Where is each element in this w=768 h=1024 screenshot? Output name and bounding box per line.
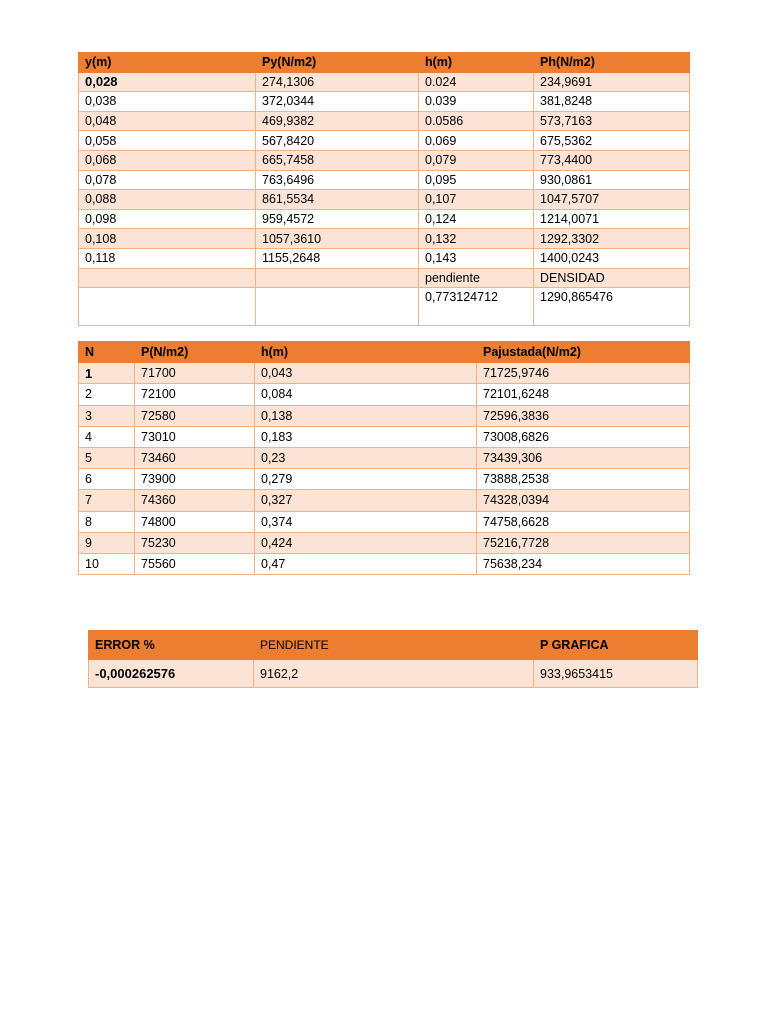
header-pendiente: PENDIENTE (254, 631, 534, 660)
cell-n: 10 (79, 553, 135, 574)
cell-n: 8 (79, 511, 135, 532)
cell-n: 7 (79, 490, 135, 511)
cell-p-adjusted: 73439,306 (477, 447, 690, 468)
cell-h: 0,095 (419, 170, 534, 190)
cell-h: 0,374 (255, 511, 477, 532)
cell-h: 0,107 (419, 190, 534, 210)
cell-h: 0,327 (255, 490, 477, 511)
table-header-row (79, 342, 690, 363)
cell-p: 74800 (135, 511, 255, 532)
header-ph: Ph(N/m2) (534, 53, 690, 73)
cell-p-adjusted: 74328,0394 (477, 490, 690, 511)
error-summary-table (88, 630, 698, 688)
cell-h: 0,183 (255, 426, 477, 447)
cell-y: 0,108 (79, 229, 256, 249)
cell-ph: 930,0861 (534, 170, 690, 190)
cell-py: 469,9382 (256, 111, 419, 131)
cell-h: 0,138 (255, 405, 477, 426)
table-header-row (79, 53, 690, 73)
cell-py: 1155,2648 (256, 248, 419, 268)
cell-ph: 234,9691 (534, 72, 690, 92)
cell-py: 763,6496 (256, 170, 419, 190)
cell-py: 1057,3610 (256, 229, 419, 249)
cell-y: 0,088 (79, 190, 256, 210)
table-row (79, 170, 690, 190)
pressure-height-table (78, 52, 690, 326)
cell-h: 0,143 (419, 248, 534, 268)
table-row (79, 469, 690, 490)
cell-p-adjusted: 73888,2538 (477, 469, 690, 490)
table-row (79, 209, 690, 229)
cell-p: 74360 (135, 490, 255, 511)
cell-h: 0,424 (255, 532, 477, 553)
cell-ph: 381,8248 (534, 92, 690, 112)
cell-y: 0,098 (79, 209, 256, 229)
cell-py: 567,8420 (256, 131, 419, 151)
table-row (79, 426, 690, 447)
cell-p-adjusted: 75638,234 (477, 553, 690, 574)
header-p-adjusted: Pajustada(N/m2) (477, 342, 690, 363)
cell-p: 72100 (135, 384, 255, 405)
header-py: Py(N/m2) (256, 53, 419, 73)
cell-y: 0,028 (79, 72, 256, 92)
densidad-label: DENSIDAD (534, 268, 690, 288)
cell-h: 0,279 (255, 469, 477, 490)
p-grafica-value: 933,9653415 (534, 660, 698, 688)
table-row (79, 532, 690, 553)
cell-h: 0,043 (255, 363, 477, 384)
table-row (79, 150, 690, 170)
cell-py: 959,4572 (256, 209, 419, 229)
empty-cell (256, 268, 419, 288)
cell-y: 0,038 (79, 92, 256, 112)
cell-y: 0,058 (79, 131, 256, 151)
table-row (79, 229, 690, 249)
densidad-value: 1290,865476 (534, 288, 690, 326)
cell-y: 0,118 (79, 248, 256, 268)
cell-ph: 675,5362 (534, 131, 690, 151)
error-value: -0,000262576 (89, 660, 254, 688)
cell-p: 73460 (135, 447, 255, 468)
table-row (79, 190, 690, 210)
table-row (79, 405, 690, 426)
cell-p-adjusted: 72596,3836 (477, 405, 690, 426)
table-row (79, 384, 690, 405)
adjusted-pressure-table (78, 341, 690, 575)
cell-h: 0,47 (255, 553, 477, 574)
table-header-row (89, 631, 698, 660)
table-row (79, 248, 690, 268)
cell-p: 75230 (135, 532, 255, 553)
header-n: N (79, 342, 135, 363)
cell-p: 71700 (135, 363, 255, 384)
cell-ph: 1214,0071 (534, 209, 690, 229)
cell-p: 75560 (135, 553, 255, 574)
header-y: y(m) (79, 53, 256, 73)
table-row (79, 447, 690, 468)
table-row (79, 92, 690, 112)
cell-p-adjusted: 73008,6826 (477, 426, 690, 447)
cell-y: 0,068 (79, 150, 256, 170)
cell-p: 73010 (135, 426, 255, 447)
cell-ph: 1400,0243 (534, 248, 690, 268)
cell-p-adjusted: 74758,6628 (477, 511, 690, 532)
header-p: P(N/m2) (135, 342, 255, 363)
cell-n: 2 (79, 384, 135, 405)
cell-ph: 773,4400 (534, 150, 690, 170)
cell-y: 0,078 (79, 170, 256, 190)
summary-label-row (79, 268, 690, 288)
cell-py: 665,7458 (256, 150, 419, 170)
cell-h: 0,132 (419, 229, 534, 249)
cell-ph: 1292,3302 (534, 229, 690, 249)
cell-n: 3 (79, 405, 135, 426)
cell-p: 72580 (135, 405, 255, 426)
cell-h: 0,079 (419, 150, 534, 170)
cell-ph: 573,7163 (534, 111, 690, 131)
cell-h: 0,23 (255, 447, 477, 468)
empty-cell (256, 288, 419, 326)
cell-h: 0.069 (419, 131, 534, 151)
cell-p-adjusted: 72101,6248 (477, 384, 690, 405)
header-p-grafica: P GRAFICA (534, 631, 698, 660)
table-row (89, 660, 698, 688)
cell-py: 861,5534 (256, 190, 419, 210)
table-row (79, 511, 690, 532)
cell-h: 0.024 (419, 72, 534, 92)
cell-n: 4 (79, 426, 135, 447)
table-row (79, 131, 690, 151)
pendiente-value: 0,773124712 (419, 288, 534, 326)
cell-h: 0,124 (419, 209, 534, 229)
cell-y: 0,048 (79, 111, 256, 131)
table-row (79, 363, 690, 384)
pendiente-value: 9162,2 (254, 660, 534, 688)
cell-p-adjusted: 75216,7728 (477, 532, 690, 553)
table-row (79, 553, 690, 574)
cell-h: 0,084 (255, 384, 477, 405)
summary-value-row (79, 288, 690, 326)
empty-cell (79, 288, 256, 326)
cell-n: 6 (79, 469, 135, 490)
cell-n: 5 (79, 447, 135, 468)
cell-p-adjusted: 71725,9746 (477, 363, 690, 384)
empty-cell (79, 268, 256, 288)
pendiente-label: pendiente (419, 268, 534, 288)
table-row (79, 111, 690, 131)
header-h: h(m) (255, 342, 477, 363)
table-row (79, 490, 690, 511)
cell-n: 1 (79, 363, 135, 384)
cell-h: 0.039 (419, 92, 534, 112)
cell-py: 274,1306 (256, 72, 419, 92)
cell-h: 0.0586 (419, 111, 534, 131)
table-row (79, 72, 690, 92)
cell-py: 372,0344 (256, 92, 419, 112)
cell-ph: 1047,5707 (534, 190, 690, 210)
cell-p: 73900 (135, 469, 255, 490)
header-h: h(m) (419, 53, 534, 73)
header-error: ERROR % (89, 631, 254, 660)
cell-n: 9 (79, 532, 135, 553)
